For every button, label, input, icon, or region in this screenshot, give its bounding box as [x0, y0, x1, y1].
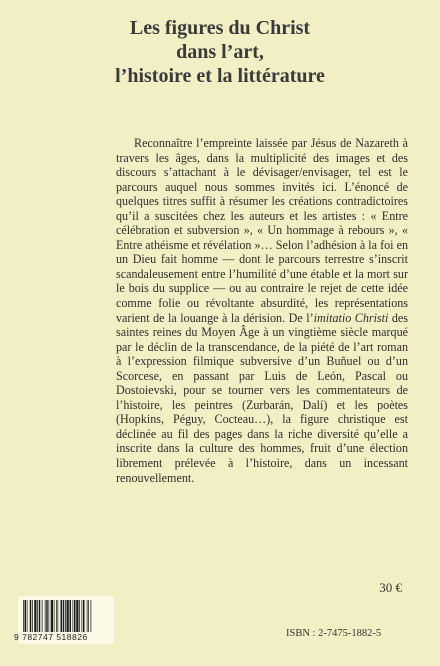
book-title — [0, 16, 440, 88]
book-title-line-3: l’histoire et la littérature — [115, 65, 325, 87]
back-cover-blurb — [116, 136, 408, 485]
blurb-text-part-2: des saintes reines du Moyen Âge à un vingtième siècle marqué par le déclin de la transcendance, de la piété de l’art roman à l’expression filmique subversive d’un Buñuel ou d’un Scorcese, en passant par Luis de León, Pascal ou Dostoievski, pour se tourner vers les commentateurs de l’histoire, les peintres (Zurbarán, Dalí) et les poètes (Hopkins, Péguy, Cocteau…), la figure christique est déclinée au fil des pages dans la riche diversité qu’elle a inscrite dans la culture des hommes, fruit d’une élection librement prélevée à l’histoire, dans un incessant renouvellement. — [116, 310, 409, 485]
isbn-label: ISBN : 2-7475-1882-5 — [286, 628, 382, 639]
blurb-text-part-1: Reconnaître l’empreinte laissée par Jésus de Nazareth à travers les âges, dans la multiplicité des images et des discours s’attachant à le dévisager/envisager, tel est le parcours auquel nous sommes invités ici. L’énoncé de quelques titres suffit à résumer les créations contradictoires qu’il a suscitées chez les auteurs et les artistes : « Entre célébration et subversion », « Un hommage à rebours », « Entre athéisme et révélation »… Selon l’adhésion à la foi en un Dieu fait homme — dont le parcours terrestre s’inscrit scandaleusement entre l’humilité d’une étable et la mort sur le bois du supplice — ou au contraire le rejet de cette idée comme folie ou révoltante absurdité, les représentations varient de la louange à la dérision. De l’ — [116, 136, 408, 325]
blurb-paragraph — [116, 136, 408, 485]
book-title-line-2: dans l’art, — [176, 41, 264, 63]
price-label: 30 € — [379, 580, 402, 595]
blurb-italic-phrase: imitatio Christi — [313, 310, 389, 325]
book-title-line-1: Les figures du Christ — [129, 17, 311, 39]
barcode-image — [22, 600, 112, 632]
barcode-digits: 9 782747 518826 — [14, 632, 88, 642]
